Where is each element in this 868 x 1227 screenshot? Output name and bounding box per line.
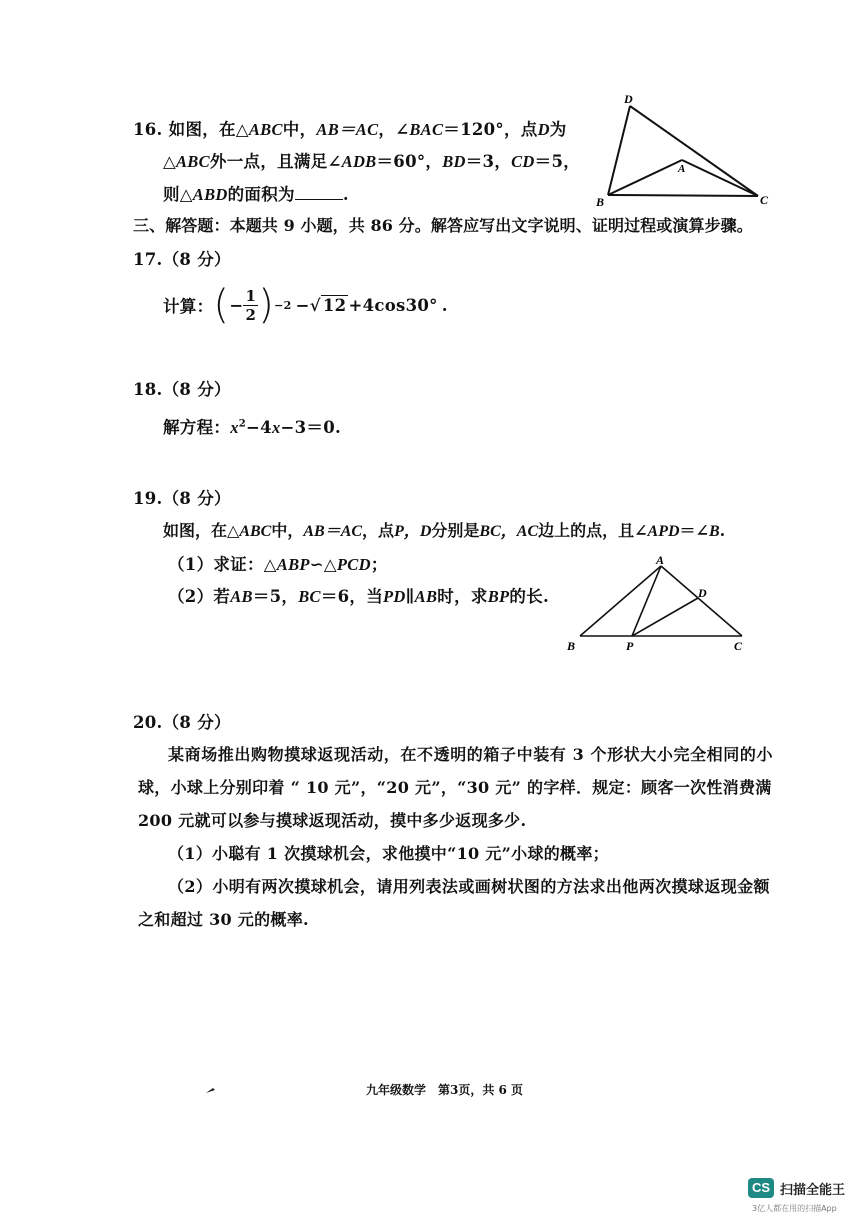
q19-text: 边上的点，且∠ [538, 521, 648, 540]
q19-text: ＝∠ [679, 521, 709, 540]
q17-expression [163, 282, 448, 328]
q19-var: ABC [239, 523, 272, 540]
q19-text: 中， [271, 521, 304, 540]
q16-text: 外一点，且满足∠ [209, 152, 342, 171]
q19-var: ABP [276, 555, 310, 574]
q20-line2: 球，小球上分别印着 “ 10 元”，“20 元”，“30 元” 的字样．规定：顾客一次性消费满 [138, 778, 772, 797]
q16-text: ＝3， [465, 152, 512, 171]
q19-var: P，D [394, 523, 432, 540]
q16-text: ＝5， [534, 152, 581, 171]
q18-term: −4 [246, 418, 272, 437]
fraction-half [243, 287, 258, 324]
watermark-name: 扫描全能王 [780, 1182, 846, 1198]
label-a: A [678, 163, 686, 175]
q19-text: （2）若 [168, 587, 231, 606]
scanner-watermark [748, 1178, 845, 1198]
q19-var: BC [298, 587, 321, 606]
q19-text: 的长. [509, 587, 550, 606]
q16-var: AB＝AC [316, 120, 379, 139]
q19-var: AB＝AC [303, 523, 363, 540]
q19-text: 时，求 [437, 587, 488, 606]
q20-line1: 某商场推出购物摸球返现活动，在不透明的箱子中装有 3 个形状大小完全相同的小 [168, 745, 774, 764]
q17-header: 17.（8 分） [133, 250, 231, 269]
q18-term: −3＝0 [280, 418, 335, 437]
q16-text: 为 [549, 120, 567, 139]
q16-text: 则△ [163, 185, 193, 204]
q16-line2 [163, 148, 580, 172]
camscanner-logo-icon: CS [748, 1178, 774, 1198]
q18-label: 解方程： [163, 418, 231, 437]
q16-text: . [342, 185, 349, 204]
q19-text: ＝6，当 [320, 587, 384, 606]
q17-label: 计算： [163, 297, 214, 316]
watermark-tagline: 3亿人都在用的扫描App [752, 1204, 837, 1213]
q19-text: ∽△ [309, 555, 337, 574]
page-footer: 九年级数学 第3页，共 6 页 [366, 1083, 524, 1097]
denominator: 2 [245, 305, 257, 324]
period: . [441, 295, 448, 315]
label-d: D [698, 586, 707, 600]
label-p: P [626, 639, 634, 653]
scan-speck-icon [205, 1085, 217, 1095]
q19-text: 分别是 [431, 521, 480, 540]
section-3-heading: 三、解答题：本题共 9 小题，共 86 分。解答应写出文字说明、证明过程或演算步骤。 [133, 216, 753, 235]
q19-var: BP [487, 587, 510, 606]
radicand: 12 [322, 296, 347, 315]
var-x: x [230, 418, 239, 437]
exponent: 2 [238, 418, 247, 430]
q16-var: ABD [192, 185, 228, 204]
q19-var: AB [414, 587, 438, 606]
q16-text: 如图，在△ [168, 120, 249, 139]
minus-sign: − [295, 295, 310, 315]
q19-var: APD [647, 523, 680, 540]
answer-blank [295, 185, 343, 200]
label-d: D [624, 92, 633, 106]
q20-part2-cont: 之和超过 30 元的概率. [138, 910, 309, 929]
segment-dc [630, 106, 758, 196]
q17-rest: +4cos30° [348, 295, 438, 315]
segment-db [608, 106, 630, 195]
q16-var: ABC [248, 120, 283, 139]
paren-right: ) [258, 282, 275, 328]
q19-figure [562, 554, 757, 656]
q16-line3 [163, 181, 349, 205]
q18-equation [163, 414, 341, 438]
label-b: B [567, 639, 576, 653]
segment-ac [661, 566, 742, 636]
q16-var: BD [442, 152, 466, 171]
q19-text: ＝5， [252, 587, 299, 606]
q19-text: ，点 [362, 521, 395, 540]
label-b: B [596, 195, 605, 209]
q18-header: 18.（8 分） [133, 380, 231, 399]
paren-left: ( [213, 282, 230, 328]
segment-ba [608, 160, 682, 195]
q16-figure [590, 88, 775, 213]
q19-var: B [708, 523, 720, 540]
q20-part2: （2）小明有两次摸球机会，请用列表法或画树状图的方法求出他两次摸球返现金额 [168, 877, 770, 896]
parallel-symbol: ∥ [405, 587, 415, 606]
q16-var: BAC [409, 120, 444, 139]
q19-part2 [168, 583, 549, 607]
q19-var: PCD [336, 555, 371, 574]
segment-ac [682, 160, 758, 196]
q19-var: AB [230, 587, 253, 606]
label-c: C [760, 193, 769, 207]
segment-ap [632, 566, 661, 636]
q19-text: ； [370, 555, 388, 574]
q16-text: ，∠ [378, 120, 410, 139]
q20-header: 20.（8 分） [133, 713, 231, 732]
var-x: x [271, 418, 281, 437]
q19-var: PD [383, 587, 406, 606]
q19-part1 [168, 551, 388, 575]
q16-var: CD [511, 152, 535, 171]
label-c: C [734, 639, 743, 653]
q16-number: 16. [133, 120, 163, 139]
q16-line1 [133, 116, 567, 140]
q16-var: ADB [341, 152, 377, 171]
q16-var: ABC [176, 152, 210, 171]
period: . [335, 418, 342, 437]
q20-line3: 200 元就可以参与摸球返现活动，摸中多少返现多少. [138, 811, 527, 830]
q19-text: （1）求证：△ [168, 555, 277, 574]
sqrt-sign: √ [309, 295, 321, 315]
label-a: A [656, 554, 665, 567]
q16-text: ＝120°，点 [443, 120, 538, 139]
minus-sign: − [229, 295, 244, 315]
numerator: 1 [245, 286, 257, 305]
q19-header: 19.（8 分） [133, 489, 231, 508]
q19-var: BC，AC [479, 523, 539, 540]
exponent: −2 [274, 298, 292, 312]
q19-text: . [719, 521, 726, 540]
q16-text: 的面积为 [227, 185, 295, 204]
segment-pd [632, 598, 698, 636]
q19-line1 [163, 518, 725, 541]
q16-text: 中， [282, 120, 317, 139]
q20-part1: （1）小聪有 1 次摸球机会，求他摸中“10 元”小球的概率； [168, 844, 609, 863]
q16-var: D [537, 120, 550, 139]
q16-text: ＝60°， [376, 152, 443, 171]
q19-text: 如图，在△ [163, 521, 240, 540]
q16-text: △ [163, 152, 176, 171]
segment-bc [608, 195, 758, 196]
